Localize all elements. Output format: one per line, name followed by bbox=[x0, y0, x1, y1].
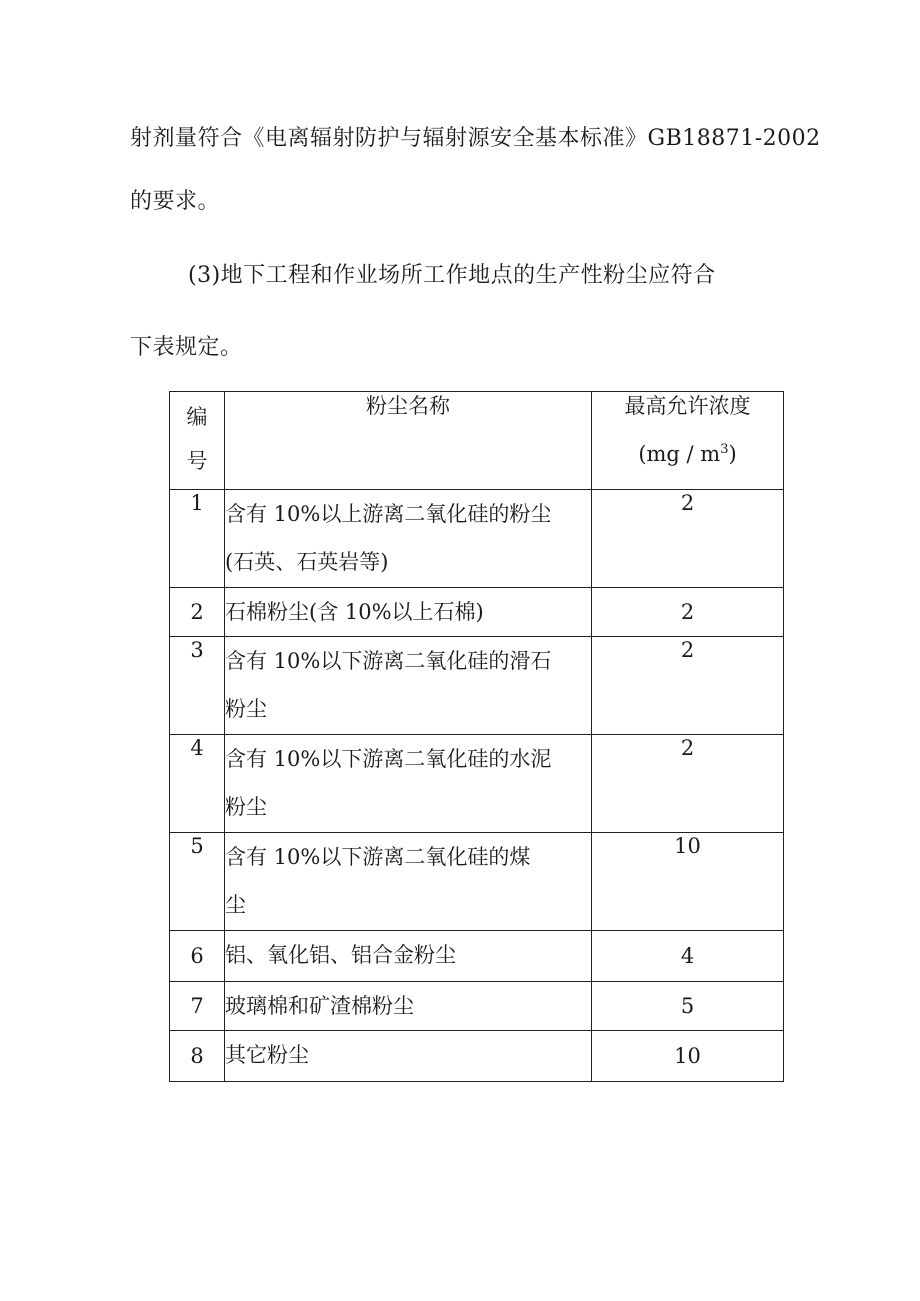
row-limit-cell bbox=[592, 637, 784, 735]
body-text-line: (3)地下工程和作业场所工作地点的生产性粉尘应符合 bbox=[188, 263, 716, 288]
row-name-line: 含有 10%以下游离二氧化硅的滑石 bbox=[225, 649, 552, 673]
row-number: 5 bbox=[190, 834, 204, 858]
row-name-line: 其它粉尘 bbox=[225, 1043, 309, 1067]
table-row bbox=[170, 931, 784, 982]
row-number-cell bbox=[170, 490, 225, 588]
row-name-line: 玻璃棉和矿渣棉粉尘 bbox=[225, 994, 414, 1018]
table-row bbox=[170, 735, 784, 833]
row-limit-cell bbox=[592, 833, 784, 931]
table-row bbox=[170, 833, 784, 931]
row-name-line: (石英、石英岩等) bbox=[225, 550, 389, 574]
row-number: 1 bbox=[190, 491, 204, 515]
row-limit-value: 10 bbox=[674, 1044, 701, 1068]
row-number-cell bbox=[170, 637, 225, 735]
header-name-cell bbox=[225, 392, 592, 490]
row-limit-cell bbox=[592, 1031, 784, 1082]
row-number-cell bbox=[170, 1031, 225, 1082]
row-number: 4 bbox=[190, 736, 204, 760]
row-limit-value: 2 bbox=[680, 600, 695, 624]
row-number: 6 bbox=[190, 944, 204, 968]
row-limit-value: 4 bbox=[680, 944, 695, 968]
row-limit-value: 2 bbox=[680, 491, 695, 515]
row-number-cell bbox=[170, 588, 225, 637]
header-number-label: 编 bbox=[186, 405, 208, 429]
header-limit-cell bbox=[592, 392, 784, 490]
body-text-line: 下表规定。 bbox=[130, 335, 243, 360]
row-limit-cell bbox=[592, 735, 784, 833]
row-name-cell bbox=[225, 490, 592, 588]
row-limit-value: 2 bbox=[680, 638, 695, 662]
dust-limit-table bbox=[169, 391, 784, 1082]
row-name-cell bbox=[225, 588, 592, 637]
row-name-line: 粉尘 bbox=[225, 697, 267, 721]
row-limit-cell bbox=[592, 931, 784, 982]
row-limit-cell bbox=[592, 490, 784, 588]
row-name-line: 粉尘 bbox=[225, 795, 267, 819]
row-name-line: 石棉粉尘(含 10%以上石棉) bbox=[225, 600, 484, 624]
body-text-line: 的要求。 bbox=[130, 189, 221, 214]
row-limit-value: 5 bbox=[680, 994, 695, 1018]
row-limit-cell bbox=[592, 588, 784, 637]
row-name-line: 含有 10%以上游离二氧化硅的粉尘 bbox=[225, 502, 552, 526]
row-name-cell bbox=[225, 637, 592, 735]
header-limit-label: 最高允许浓度 bbox=[624, 394, 751, 418]
header-name-label: 粉尘名称 bbox=[366, 394, 450, 418]
table-row bbox=[170, 637, 784, 735]
row-number: 2 bbox=[190, 600, 204, 624]
row-number: 8 bbox=[190, 1044, 204, 1068]
body-text-line: 射剂量符合《电离辐射防护与辐射源安全基本标准》GB18871-2002 bbox=[130, 126, 821, 151]
header-number-cell bbox=[170, 392, 225, 490]
row-number-cell bbox=[170, 735, 225, 833]
row-number-cell bbox=[170, 833, 225, 931]
table-row bbox=[170, 1031, 784, 1082]
header-limit-unit: $(mg / m^3)$ bbox=[638, 442, 737, 466]
table-row bbox=[170, 490, 784, 588]
row-name-cell bbox=[225, 931, 592, 982]
row-name-line: 含有 10%以下游离二氧化硅的水泥 bbox=[225, 747, 552, 771]
table-header-row bbox=[170, 392, 784, 490]
row-name-cell bbox=[225, 982, 592, 1031]
row-name-cell bbox=[225, 735, 592, 833]
row-limit-value: 2 bbox=[680, 736, 695, 760]
table-row bbox=[170, 588, 784, 637]
row-limit-value: 10 bbox=[674, 834, 701, 858]
row-name-cell bbox=[225, 1031, 592, 1082]
row-name-line: 尘 bbox=[225, 893, 246, 917]
row-name-line: 含有 10%以下游离二氧化硅的煤 bbox=[225, 845, 531, 869]
table-row bbox=[170, 982, 784, 1031]
row-number: 7 bbox=[190, 994, 204, 1018]
row-number-cell bbox=[170, 931, 225, 982]
row-number: 3 bbox=[190, 638, 204, 662]
header-number-label: 号 bbox=[186, 449, 208, 473]
row-name-line: 铝、氧化铝、铝合金粉尘 bbox=[225, 943, 456, 967]
row-name-cell bbox=[225, 833, 592, 931]
row-number-cell bbox=[170, 982, 225, 1031]
row-limit-cell bbox=[592, 982, 784, 1031]
